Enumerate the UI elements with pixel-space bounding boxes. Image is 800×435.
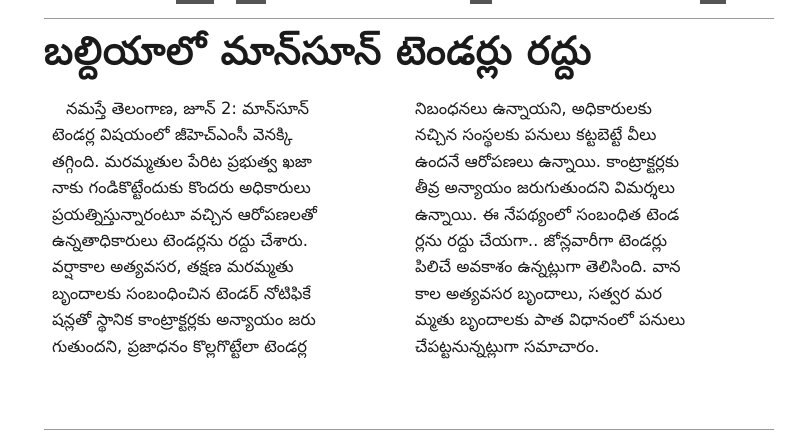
text-line: చేపట్టనున్నట్లుగా సమాచారం.: [415, 336, 600, 356]
article-column-left: [52, 96, 408, 360]
text-line: వర్షాకాల అత్యవసర, తక్షణ మరమ్మతు: [52, 257, 294, 277]
text-line: నమస్తే తెలంగాణ, జూన్ 2: మాన్‌సూన్: [66, 99, 310, 118]
text-line: టెండర్ల విషయంలో జీహెచ్‌ఎంసీ వెనక్కి: [52, 125, 293, 145]
text-line: షన్లతో స్థానిక కాంట్రాక్టర్లకు అన్యాయం జరు: [52, 310, 316, 330]
text-line: పిలిచే అవకాశం ఉన్నట్లుగా తెలిసింది. వాన: [415, 257, 681, 277]
text-line: ర్లను రద్దు చేయగా.. జోన్లవారీగా టెండర్లు: [415, 230, 667, 250]
text-line: బృందాలకు సంబంధించిన టెండర్ నోటిఫికే: [52, 283, 311, 303]
article-headline: బల్దియాలో మాన్‌సూన్ టెండర్లు రద్దు: [44, 29, 593, 74]
text-line: తగ్గింది. మరమ్మతుల పేరిట ప్రభుత్వ ఖజా: [52, 151, 312, 171]
text-line: నచ్చిన సంస్థలకు పనులు కట్టబెట్టే వీలు: [415, 125, 657, 145]
text-line: నిబంధనలు ఉన్నాయని, అధికారులకు: [415, 99, 652, 118]
text-line: తీవ్ర అన్యాయం జరుగుతుందని విమర్శలు: [415, 178, 675, 198]
article-column-right: [415, 96, 765, 360]
text-line: ప్రయత్నిస్తున్నారంటూ వచ్చిన ఆరోపణలతో: [52, 204, 317, 224]
text-line: గుతుందని, ప్రజాధనం కొల్లగొట్టేలా టెండర్ల: [52, 336, 307, 356]
text-line: ఉన్నాయి. ఈ నేపథ్యంలో సంబంధిత టెండ: [415, 204, 680, 224]
cropped-text-fragment: [0, 0, 800, 6]
text-line: ఉన్నతాధికారులు టెండర్లను రద్దు చేశారు.: [52, 230, 308, 250]
bottom-divider: [44, 429, 774, 430]
top-divider: [44, 18, 774, 19]
text-line: నాకు గండికొట్టేందుకు కొందరు అధికారులు: [52, 178, 311, 198]
text-line: మ్మతు బృందాలకు పాత విధానంలో పనులు: [415, 310, 686, 330]
text-line: ఉందనే ఆరోపణలు ఉన్నాయి. కాంట్రాక్టర్లకు: [415, 151, 680, 171]
text-line: కాల అత్యవసర బృందాలు, సత్వర మర: [415, 283, 663, 303]
